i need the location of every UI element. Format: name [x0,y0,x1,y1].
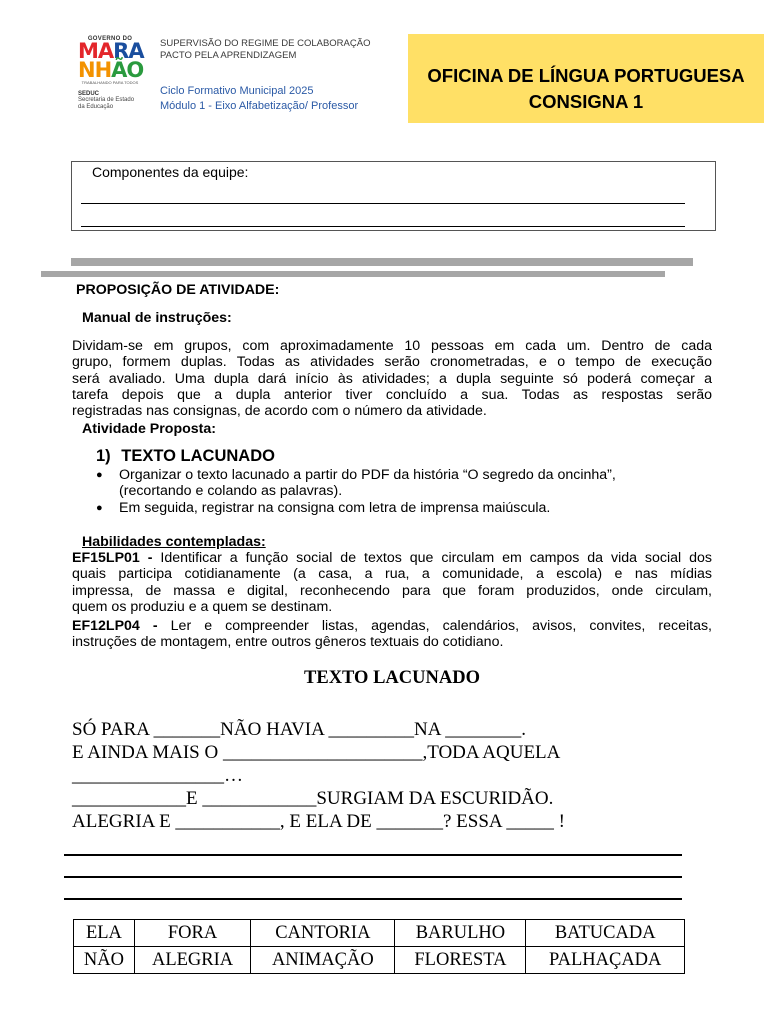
cloze-line: ALEGRIA E ___________, E ELA DE _______? ESSA _____ ! [72,811,565,832]
skills-heading: Habilidades contempladas: [82,534,266,550]
manual-paragraph [72,338,712,419]
word-bank-table [73,919,685,974]
logo-secretaria-line2: da Educação [78,104,114,110]
cycle-block [160,84,358,114]
skill-ef15lp01 [72,550,712,615]
divider-bar [71,258,693,266]
skill-code: EF15LP01 - [72,550,153,566]
manual-line: grupo, formem duplas. Todas as atividades serão cronometradas, e o tempo de execução [72,354,712,371]
divider-bar [41,271,665,277]
cloze-text [72,718,692,833]
logo-tagline: TRABALHANDO PARA TODOS [81,80,139,85]
activity-heading: Atividade Proposta: [82,421,217,437]
word-cell: FLORESTA [395,947,526,974]
table-row [74,920,685,947]
logo-wordmark: MARA NHÃO [78,39,144,82]
manual-heading: Manual de instruções: [82,310,232,326]
module-title: Módulo 1 - Eixo Alfabetização/ Professor [160,100,359,112]
word-cell: ANIMAÇÃO [251,947,395,974]
word-cell: NÃO [74,947,135,974]
org-line-2: PACTO PELA APRENDIZAGEM [160,50,297,61]
cloze-title: TEXTO LACUNADO [304,668,480,688]
word-cell: BATUCADA [526,920,685,947]
skill-text: impressa, de massa e digital, reconhecendo para que foram produzidos, onde circulam, [72,582,712,599]
word-cell: CANTORIA [251,920,395,947]
activity-title-row [96,447,275,466]
bullet-icon: ● [96,501,103,514]
table-row [74,947,685,974]
bullet-text: (recortando e colando as palavras). [119,483,343,500]
skill-code: EF12LP04 - [72,618,158,634]
team-input-line[interactable] [81,203,685,204]
skill-text: instruções de montagem, entre outros gêneros textuais do cotidiano. [72,634,504,651]
cycle-title: Ciclo Formativo Municipal 2025 [160,85,314,97]
logo-seduc: SEDUC [78,91,100,97]
bullet-item [96,500,716,516]
activity-bullets [96,467,716,516]
word-cell: FORA [134,920,250,947]
bullet-text: Organizar o texto lacunado a partir do PDF da história “O segredo da oncinha”, [119,467,616,483]
team-members-box [71,161,716,231]
activity-number: 1) [96,447,111,465]
word-cell: ALEGRIA [134,947,250,974]
bullet-text: Em seguida, registrar na consigna com letra de imprensa maiúscula. [119,499,551,516]
bullet-icon: ● [96,469,103,481]
banner-title: OFICINA DE LÍNGUA PORTUGUESA [427,65,745,86]
logo-top-text: GOVERNO DO [87,36,133,42]
cloze-line: E AINDA MAIS O _____________________,TODA AQUELA [72,742,561,763]
manual-line: registradas nas consignas, de acordo com o número da atividade. [72,403,487,420]
bullet-item [96,467,716,500]
skill-text: Ler e compreender listas, agendas, calendários, avisos, convites, receitas, [157,618,712,634]
activity-title: TEXTO LACUNADO [121,447,275,465]
answer-line[interactable] [64,876,682,878]
manual-line: tarefa depois que a dupla anterior tiver concluído a sua. Todas as respostas serão [72,386,712,403]
manual-line: será avaliado. Uma dupla dará início às atividades; a dupla seguinte só poderá começar a [72,370,712,387]
seduc-maranhao-logo [78,36,142,132]
banner-subtitle: CONSIGNA 1 [528,91,644,112]
word-cell: BARULHO [395,920,526,947]
organization-block [160,38,370,62]
word-cell: PALHAÇADA [526,947,685,974]
team-label: Componentes da equipe: [92,164,249,180]
cloze-line: ____________E ____________SURGIAM DA ESCURIDÃO. [72,788,554,809]
manual-line: Dividam-se em grupos, com aproximadamente 10 pessoas em cada um. Dentro de cada [72,338,712,354]
cloze-line: ________________… [72,765,243,786]
skill-ef12lp04 [72,618,712,651]
title-banner [408,34,764,123]
skill-text: Identificar a função social de textos que circulam em campos da vida social dos [152,550,712,566]
org-line-1: SUPERVISÃO DO REGIME DE COLABORAÇÃO [160,38,371,49]
answer-line[interactable] [64,898,682,900]
word-cell: ELA [74,920,135,947]
proposal-heading: PROPOSIÇÃO DE ATIVIDADE: [76,282,280,298]
logo-secretaria-line1: Secretaria de Estado [78,97,135,103]
cloze-line: SÓ PARA _______NÃO HAVIA _________NA ________. [72,719,526,740]
skill-text: quem os produziu e a quem se destinam. [72,598,333,615]
team-input-line[interactable] [81,226,685,227]
answer-line[interactable] [64,854,682,856]
skill-text: quais participa cotidianamente (a casa, a rua, a comunidade, a escola) e nas mídias [72,566,712,583]
